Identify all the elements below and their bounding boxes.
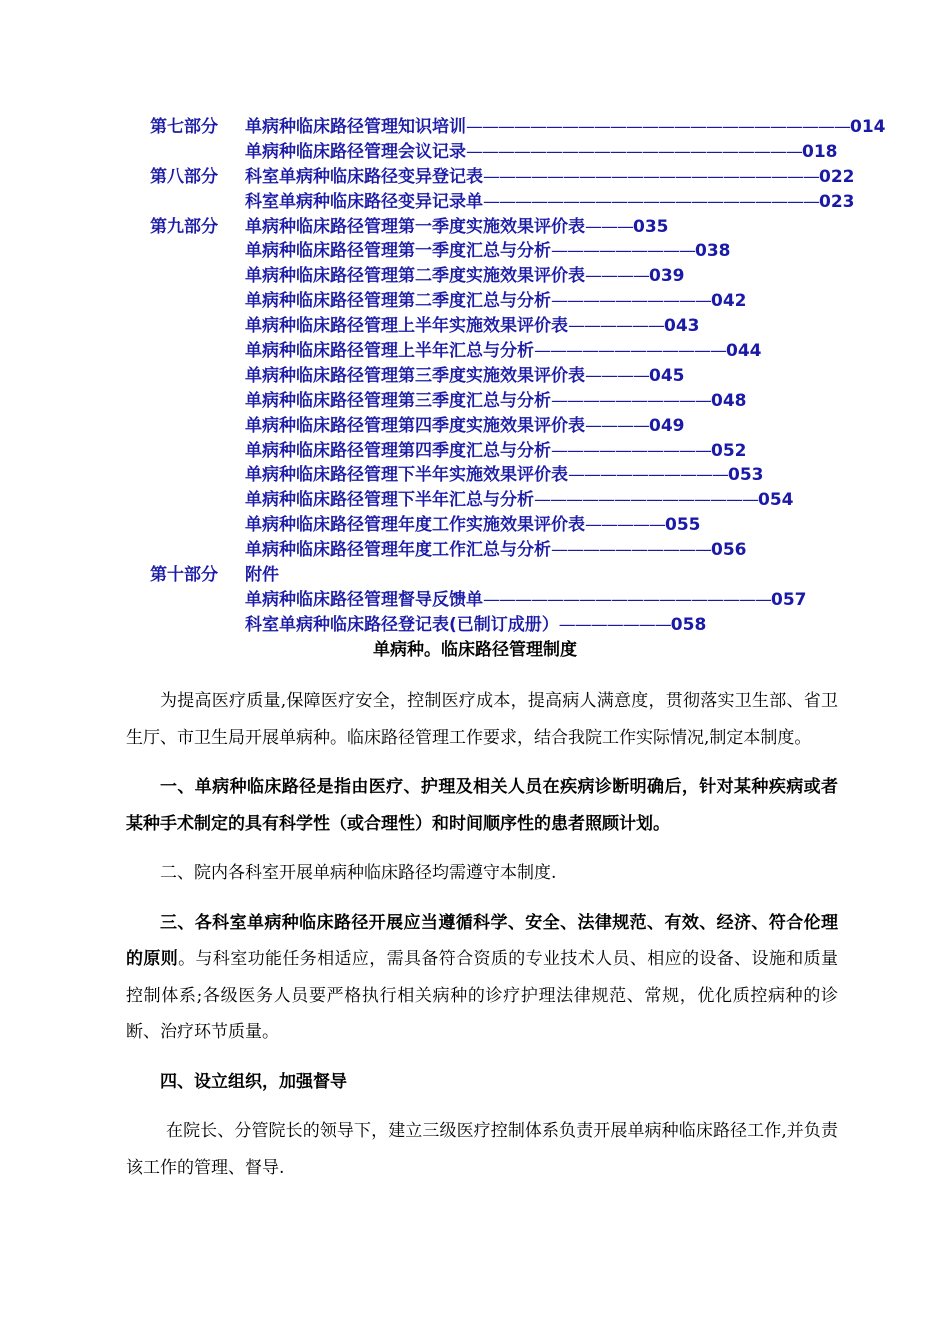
toc-row (150, 165, 870, 190)
toc-leader: ————————————————————— (483, 191, 819, 212)
toc-entry-title: 单病种临床路径管理第二季度汇总与分析 (245, 291, 551, 312)
toc-page-number: 045 (649, 365, 685, 386)
toc-leader: ————————————————————— (483, 166, 819, 187)
toc-entry (245, 289, 747, 314)
toc-part-label: 第七部分 (150, 117, 218, 137)
toc-entry (245, 488, 794, 513)
toc-entry (245, 314, 700, 339)
toc-row (150, 488, 870, 513)
toc-row (150, 439, 870, 464)
toc-page-number: 052 (711, 440, 747, 461)
toc-part-label: 第八部分 (150, 166, 218, 187)
toc-page-number: 038 (695, 241, 731, 262)
toc-leader: —————————————————— (483, 589, 771, 610)
clause-four: 四、设立组织，加强督导 (160, 1071, 347, 1092)
toc-row (150, 389, 870, 414)
toc-entry (245, 463, 764, 488)
toc-entry (245, 439, 747, 464)
toc-row (150, 538, 870, 563)
toc-page-number: 048 (711, 390, 747, 411)
toc-page-number: 054 (758, 490, 794, 511)
toc-entry (245, 364, 685, 389)
toc-page-number: 053 (728, 465, 764, 486)
table-of-contents (150, 115, 886, 638)
toc-leader: ————— (585, 515, 665, 536)
toc-row (150, 190, 870, 215)
toc-leader: ———— (585, 365, 649, 386)
toc-row (150, 563, 870, 588)
toc-leader: ——— (585, 216, 633, 237)
clause-two: 二、院内各科室开展单病种临床路径均需遵守本制度. (160, 863, 557, 883)
toc-entry-title: 单病种临床路径管理第四季度实施效果评价表 (245, 415, 585, 436)
toc-entry-title: 单病种临床路径管理下半年实施效果评价表 (245, 465, 568, 486)
toc-page-number: 057 (771, 589, 807, 610)
clause-three-lead: 三、各科室单病种临床路径开展应当遵循科学、安全、法律规范、有效、经济、符合伦理的原则 (126, 912, 838, 969)
toc-row (150, 588, 870, 613)
toc-leader: ———————————————————————— (466, 117, 850, 137)
toc-row (150, 364, 870, 389)
toc-entry-title: 单病种临床路径管理第一季度汇总与分析 (245, 241, 551, 262)
toc-part-label: 第九部分 (150, 216, 218, 237)
toc-page-number: 055 (665, 515, 701, 536)
toc-entry (245, 165, 855, 190)
toc-row (150, 140, 870, 165)
toc-leader: —————————— (551, 291, 711, 312)
clause-three (126, 905, 838, 1051)
toc-row (150, 264, 870, 289)
toc-entry (245, 538, 747, 563)
toc-entry (245, 588, 807, 613)
toc-entry-title: 科室单病种临床路径登记表(已制订成册） (245, 614, 559, 635)
toc-entry-title: 科室单病种临床路径变异登记表 (245, 166, 483, 187)
toc-entry (245, 513, 701, 538)
clause-one: 一、单病种临床路径是指由医疗、护理及相关人员在疾病诊断明确后，针对某种疾病或者某种手术制定的具有科学性（或合理性）和时间顺序性的患者照顾计划。 (126, 777, 838, 834)
toc-leader: —————————— (568, 465, 728, 486)
toc-entry (245, 239, 731, 264)
toc-entry-title: 附件 (245, 565, 279, 586)
toc-entry-title: 单病种临床路径管理会议记录 (245, 141, 466, 162)
toc-leader: —————————— (551, 440, 711, 461)
toc-page-number: 039 (649, 266, 685, 287)
toc-entry-title: 单病种临床路径管理第一季度实施效果评价表 (245, 216, 585, 237)
toc-entry (245, 414, 685, 439)
toc-row (150, 339, 870, 364)
clause-four-detail: 在院长、分管院长的领导下，建立三级医疗控制体系负责开展单病种临床路径工作,并负责该工作的管理、督导. (126, 1121, 838, 1178)
toc-row (150, 414, 870, 439)
toc-entry (245, 563, 279, 588)
toc-page-number: 058 (670, 614, 707, 635)
toc-page-number: 014 (850, 117, 886, 137)
toc-row (150, 289, 870, 314)
toc-entry-title: 单病种临床路径管理知识培训 (245, 117, 466, 137)
toc-entry-title: 单病种临床路径管理第三季度实施效果评价表 (245, 365, 585, 386)
toc-leader: —————————————— (534, 490, 758, 511)
toc-page-number: 043 (664, 316, 700, 337)
toc-page-number: 035 (633, 216, 669, 237)
toc-page-number: 049 (649, 415, 685, 436)
toc-entry (245, 190, 855, 215)
toc-entry-title: 单病种临床路径管理第三季度汇总与分析 (245, 390, 551, 411)
toc-leader: ———— (585, 266, 649, 287)
toc-entry (245, 264, 685, 289)
toc-leader: ———————————— (534, 341, 726, 362)
toc-entry-title: 单病种临床路径管理上半年汇总与分析 (245, 341, 534, 362)
toc-leader: ————————— (551, 241, 695, 262)
toc-page-number: 023 (819, 191, 855, 212)
document-title: 单病种。临床路径管理制度 (373, 640, 577, 660)
toc-row (150, 239, 870, 264)
toc-page-number: 056 (711, 540, 747, 561)
toc-row (150, 115, 886, 140)
toc-page-number: 042 (711, 291, 747, 312)
toc-entry-title: 单病种临床路径管理年度工作实施效果评价表 (245, 515, 585, 536)
toc-entry (245, 115, 886, 140)
toc-entry-title: 科室单病种临床路径变异记录单 (245, 191, 483, 212)
toc-entry-title: 单病种临床路径管理下半年汇总与分析 (245, 490, 534, 511)
toc-entry-title: 单病种临床路径管理上半年实施效果评价表 (245, 316, 568, 337)
toc-leader: ——————— (558, 614, 671, 635)
toc-row (150, 513, 870, 538)
intro-paragraph: 为提高医疗质量,保障医疗安全，控制医疗成本，提高病人满意度，贯彻落实卫生部、省卫生厅、市卫生局开展单病种。临床路径管理工作要求，结合我院工作实际情况,制定本制度。 (126, 691, 838, 748)
toc-entry (245, 389, 747, 414)
toc-part-label: 第十部分 (150, 565, 218, 586)
toc-leader: —————————— (551, 390, 711, 411)
toc-entry-title: 单病种临床路径管理第二季度实施效果评价表 (245, 266, 585, 287)
toc-entry-title: 单病种临床路径管理第四季度汇总与分析 (245, 440, 551, 461)
toc-entry (245, 140, 838, 165)
toc-entry (245, 613, 706, 638)
toc-entry-title: 单病种临床路径管理年度工作汇总与分析 (245, 540, 551, 561)
toc-row (150, 314, 870, 339)
toc-entry (245, 215, 669, 240)
toc-page-number: 018 (802, 141, 838, 162)
document-body (126, 683, 838, 1199)
toc-row (150, 613, 870, 638)
clause-three-rest: 。与科室功能任务相适应，需具备符合资质的专业技术人员、相应的设备、设施和质量控制体系;各级医务人员要严格执行相关病种的诊疗护理法律规范、常规，优化质控病种的诊断、治疗环节质量。 (126, 949, 838, 1042)
toc-leader: ———— (585, 415, 649, 436)
toc-entry (245, 339, 762, 364)
toc-page-number: 044 (726, 341, 762, 362)
toc-page-number: 022 (819, 166, 855, 187)
toc-leader: —————————— (551, 540, 711, 561)
toc-leader: —————— (568, 316, 664, 337)
toc-row (150, 463, 870, 488)
toc-entry-title: 单病种临床路径管理督导反馈单 (245, 589, 483, 610)
toc-row (150, 215, 870, 240)
toc-leader: ————————————————————— (466, 141, 802, 162)
